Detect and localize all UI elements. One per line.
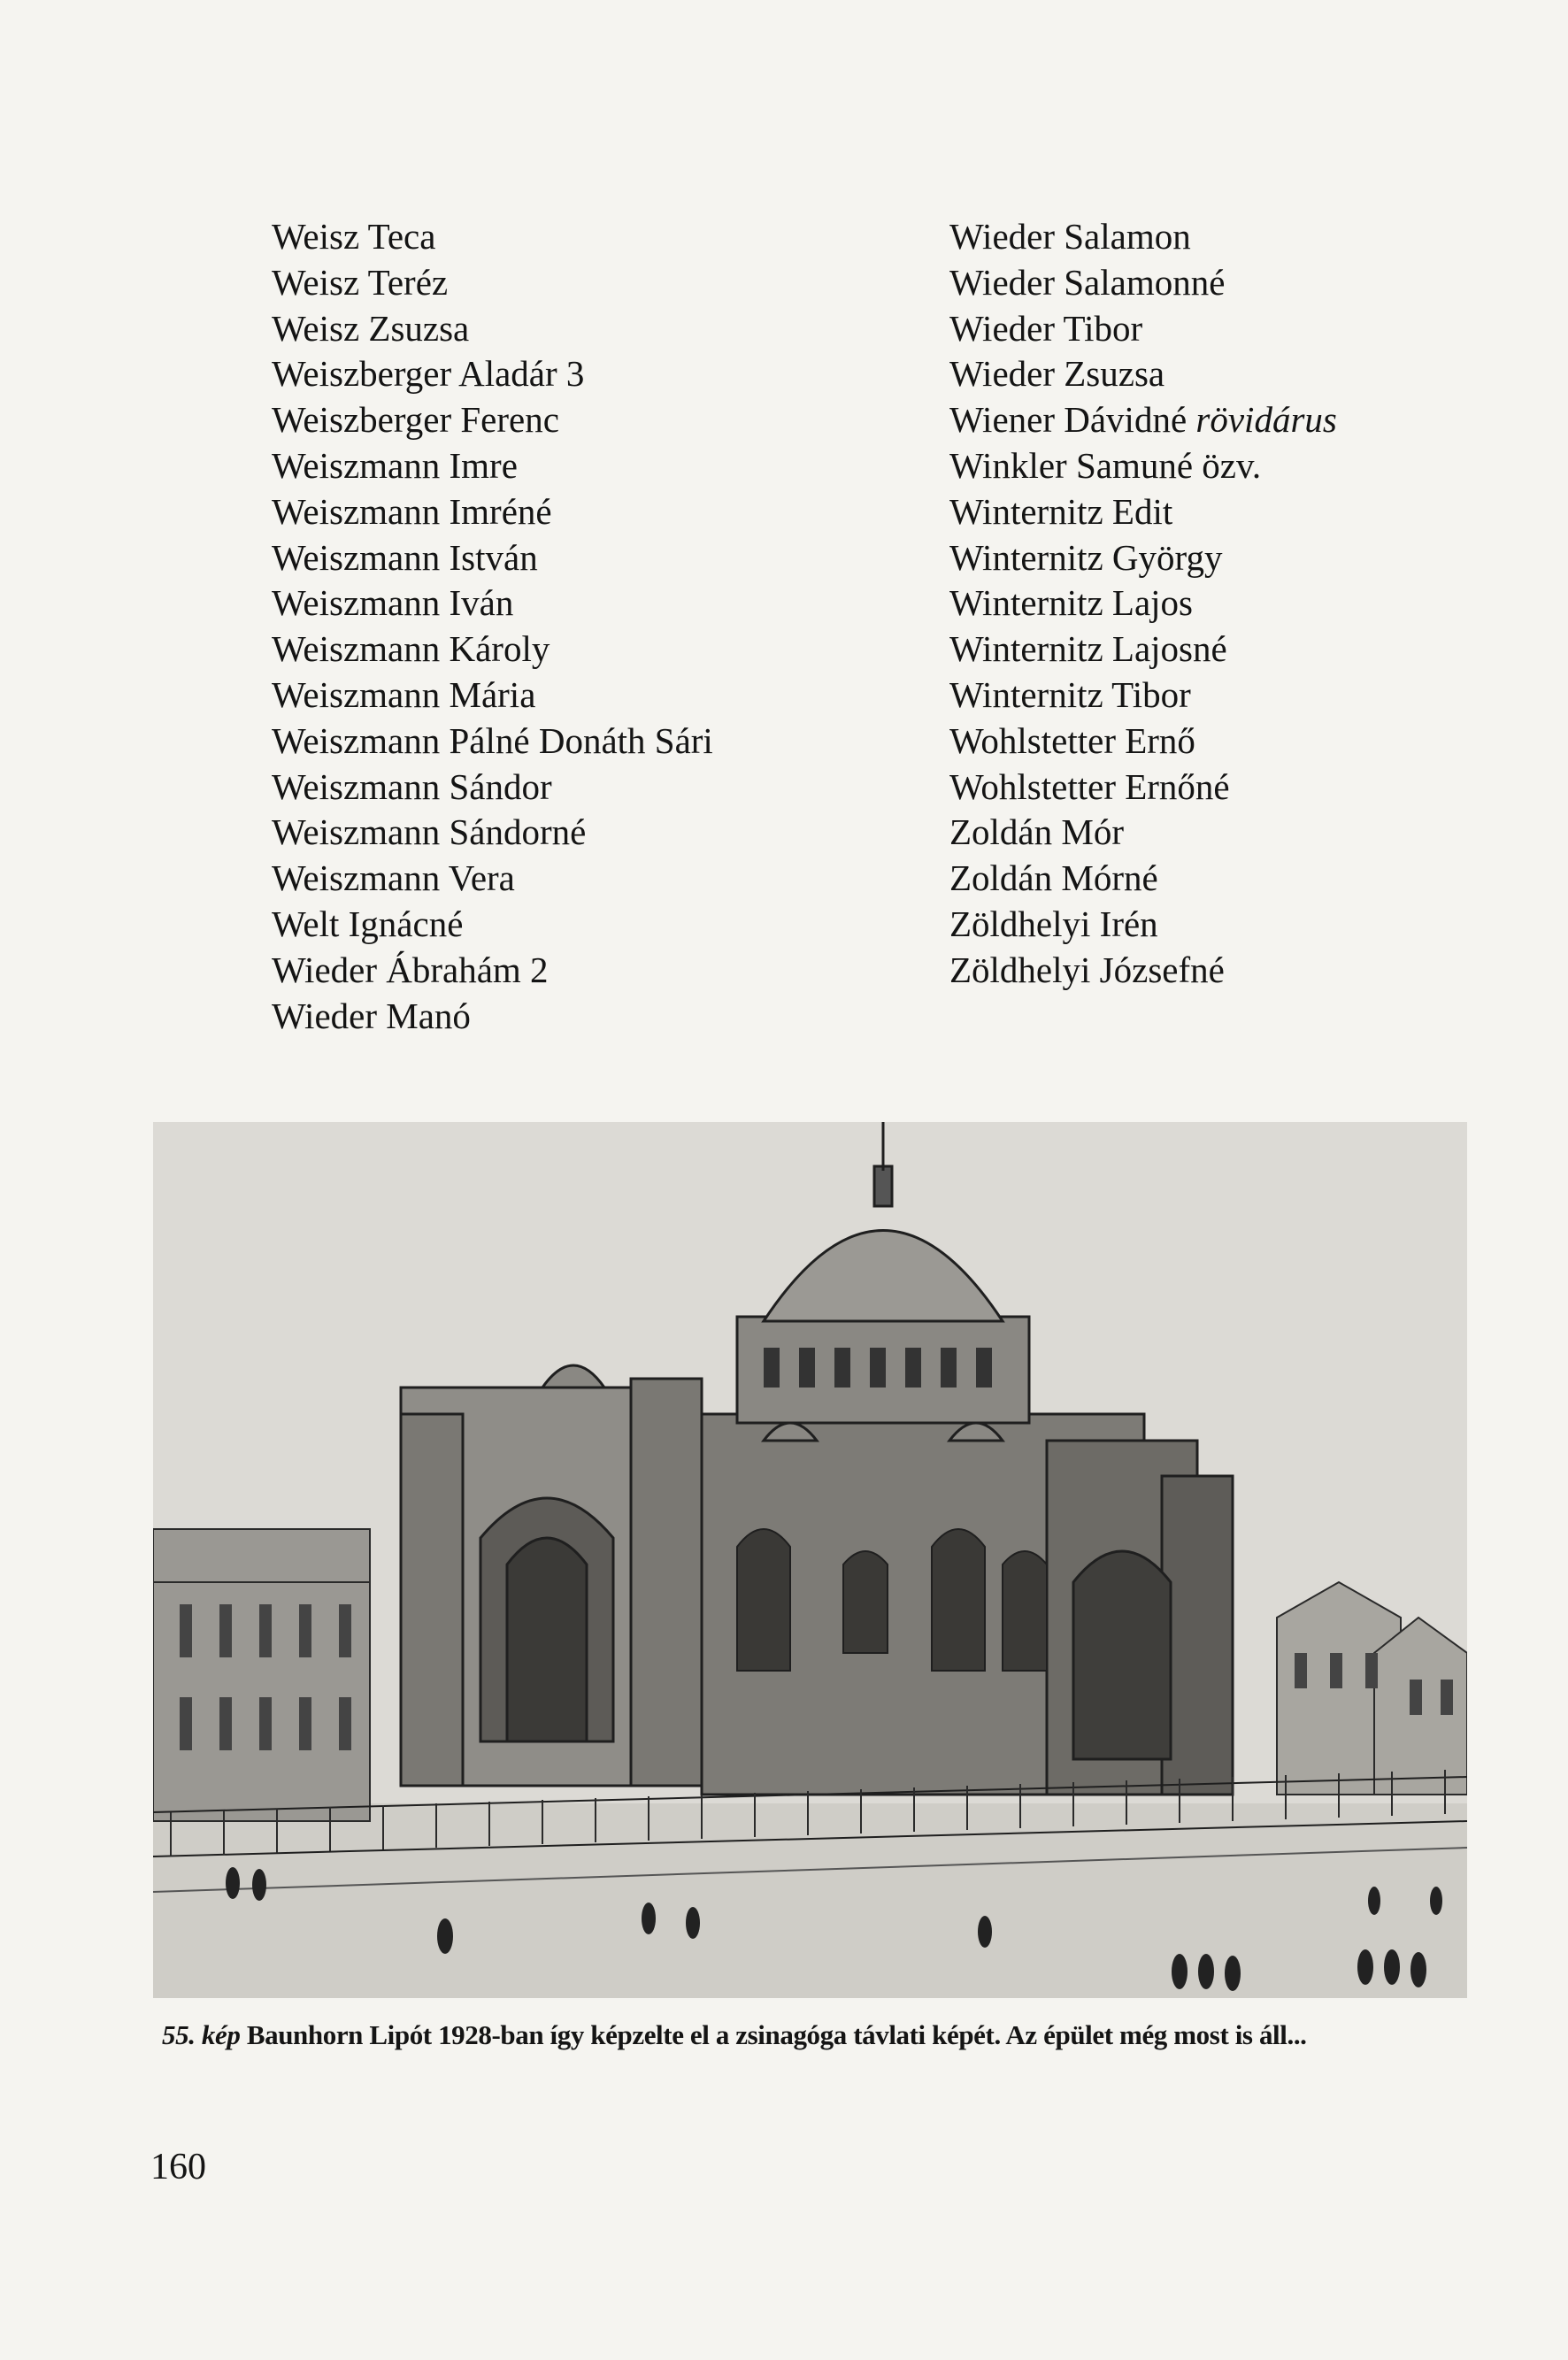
name-entry: Wieder Manó <box>272 995 471 1036</box>
name-entry: Weiszmann Mária <box>272 673 536 715</box>
caption-text: Baunhorn Lipót 1928-ban így képzelte el a zsinagóga távlati képét. Az épület még most is áll... <box>246 2019 1307 2050</box>
name-text: Wieder Zsuzsa <box>949 353 1165 395</box>
name-entry <box>949 397 1337 443</box>
name-entry: Weiszberger Ferenc <box>272 399 559 441</box>
name-text: Winternitz György <box>949 536 1223 578</box>
name-text: Wieder Salamonné <box>949 261 1226 303</box>
name-text: Winkler Samuné özv. <box>949 444 1262 486</box>
name-entry: Weiszmann Károly <box>272 628 550 670</box>
name-entry <box>949 765 1337 811</box>
name-entry: Weiszmann Sándor <box>272 765 552 807</box>
name-entry: Weiszmann Pálné Donáth Sári <box>272 719 713 761</box>
name-entry: Weiszmann István <box>272 536 538 578</box>
name-entry: Weiszmann Iván <box>272 582 514 624</box>
occupation-note: rövidárus <box>1195 399 1337 441</box>
name-text: Zoldán Mórné <box>949 857 1158 899</box>
synagogue-illustration <box>153 1122 1467 1998</box>
name-list-right-column <box>949 214 1337 994</box>
page-number: 160 <box>150 2147 206 2187</box>
name-entry: Weiszmann Sándorné <box>272 811 587 853</box>
name-text: Wohlstetter Ernőné <box>949 765 1230 807</box>
name-entry <box>949 673 1337 719</box>
name-entry <box>949 627 1337 673</box>
name-entry <box>949 580 1337 627</box>
name-entry: Weisz Zsuzsa <box>272 307 470 349</box>
name-entry <box>949 535 1337 581</box>
name-text: Wieder Tibor <box>949 307 1143 349</box>
name-entry <box>949 719 1337 765</box>
name-list-left-column <box>272 214 713 1039</box>
name-text: Wiener Dávidné <box>949 399 1188 441</box>
name-entry <box>949 260 1337 306</box>
name-entry: Weiszberger Aladár 3 <box>272 353 585 395</box>
name-text: Zöldhelyi Irén <box>949 903 1158 944</box>
name-entry <box>949 443 1337 489</box>
name-entry: Weiszmann Imre <box>272 444 518 486</box>
name-entry: Weisz Teca <box>272 216 436 257</box>
name-entry: Weisz Teréz <box>272 261 449 303</box>
name-text: Winternitz Lajos <box>949 582 1194 624</box>
name-text: Zöldhelyi Józsefné <box>949 949 1225 990</box>
name-entry <box>949 902 1337 948</box>
name-text: Wohlstetter Ernő <box>949 719 1195 761</box>
figure-caption <box>162 2019 1472 2051</box>
name-text: Zoldán Mór <box>949 811 1124 853</box>
name-entry: Weiszmann Imréné <box>272 490 552 532</box>
name-entry <box>949 856 1337 902</box>
name-text: Winternitz Tibor <box>949 673 1191 715</box>
caption-label: 55. kép <box>162 2019 241 2050</box>
name-entry <box>949 810 1337 856</box>
name-entry: Wieder Ábrahám 2 <box>272 949 549 990</box>
name-entry <box>949 489 1337 535</box>
name-text: Winternitz Lajosné <box>949 628 1227 670</box>
name-entry <box>949 306 1337 352</box>
name-entry <box>949 351 1337 397</box>
name-entry: Weiszmann Vera <box>272 857 515 899</box>
name-entry <box>949 948 1337 994</box>
name-text: Winternitz Edit <box>949 490 1173 532</box>
name-entry: Welt Ignácné <box>272 903 464 944</box>
name-text: Wieder Salamon <box>949 216 1191 257</box>
name-entry <box>949 214 1337 260</box>
